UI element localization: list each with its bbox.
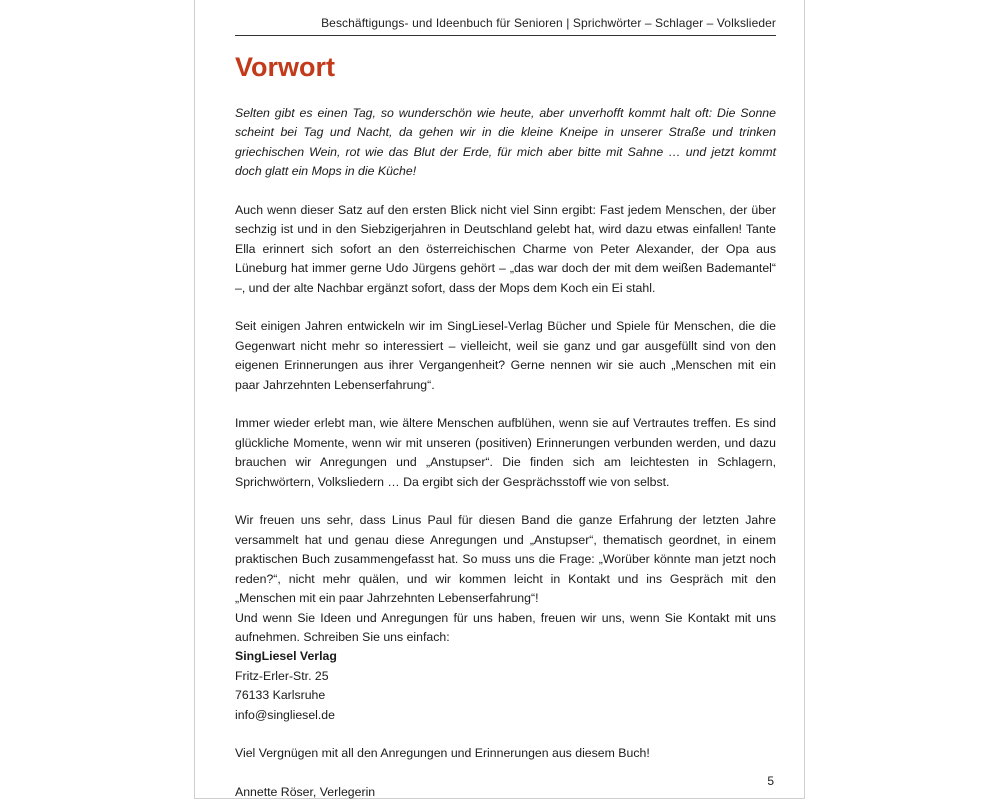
page-title: Vorwort [235,52,335,82]
paragraph: Auch wenn dieser Satz auf den ersten Blick nicht viel Sinn ergibt: Fast jedem Menschen, der über sechzig ist und in den Siebzigerjahren in Deutschland gelebt hat, wird dazu etwas einfallen! Tante Ella erinnert sich sofort an den österreichischen Charme von Peter Alexander, der Opa aus Lüneburg hat immer gerne Udo Jürgens gehört – „das war doch der mit dem weißen Bademantel“ –, und der alte Nachbar ergänzt sofort, dass der Mops dem Koch ein Ei stahl. [235,203,776,295]
signature: Annette Röser, Verlegerin [235,785,376,800]
publisher-name: SingLiesel Verlag [235,649,337,664]
body-text [235,104,776,803]
publisher-street: Fritz-Erler-Str. 25 [235,668,329,683]
publisher-city: 76133 Karlsruhe [235,688,326,703]
paragraph: Immer wieder erlebt man, wie ältere Menschen aufblühen, wenn sie auf Vertrautes treffen. Es sind glückliche Momente, wenn wir mit unseren (positiven) Erinnerungen verbunden werden, und dazu brauchen wir Anregungen und „Anstupser“. Die finden sich am leichtesten in Schlagern, Sprichwörtern, Volksliedern … Da ergibt sich der Gesprächsstoff wie von selbst. [235,416,776,489]
closing-line: Viel Vergnügen mit all den Anregungen und Erinnerungen aus diesem Buch! [235,746,650,761]
running-header: Beschäftigungs- und Ideenbuch für Senioren | Sprichwörter – Schlager – Volkslieder [235,16,776,36]
page-number: 5 [767,774,774,788]
paragraph: Seit einigen Jahren entwickeln wir im SingLiesel-Verlag Bücher und Spiele für Menschen, die die Gegenwart nicht mehr so interessiert – vielleicht, weil sie ganz und gar ausgefüllt sind von den eigenen Erinnerungen aus ihrer Vergangenheit? Gerne nennen wir sie auch „Menschen mit ein paar Jahrzehnten Lebenserfahrung“. [235,319,776,392]
document-page [194,0,805,799]
publisher-email: info@singliesel.de [235,707,335,722]
paragraph: Wir freuen uns sehr, dass Linus Paul für diesen Band die ganze Erfahrung der letzten Jahre versammelt hat und genau diese Anregungen und „Anstupser“, thematisch geordnet, in einem praktischen Buch zusammengefasst hat. So muss uns die Frage: „Worüber könnte man jetzt noch reden?“, nicht mehr quälen, und wir kommen leicht in Kontakt und ins Gespräch mit den „Menschen mit ein paar Jahrzehnten Lebenserfahrung“! [235,513,776,606]
intro-paragraph: Selten gibt es einen Tag, so wunderschön wie heute, aber unverhofft kommt halt oft: Die Sonne scheint bei Tag und Nacht, da gehen wir in die kleine Kneipe in unserer Straße und trinken griechischen Wein, rot wie das Blut der Erde, für mich aber bitte mit Sahne … und jetzt kommt doch glatt ein Mops in die Küche! [235,106,776,179]
contact-intro: Und wenn Sie Ideen und Anregungen für uns haben, freuen wir uns, wenn Sie Kontakt mit uns aufnehmen. Schreiben Sie uns einfach: [235,610,776,644]
